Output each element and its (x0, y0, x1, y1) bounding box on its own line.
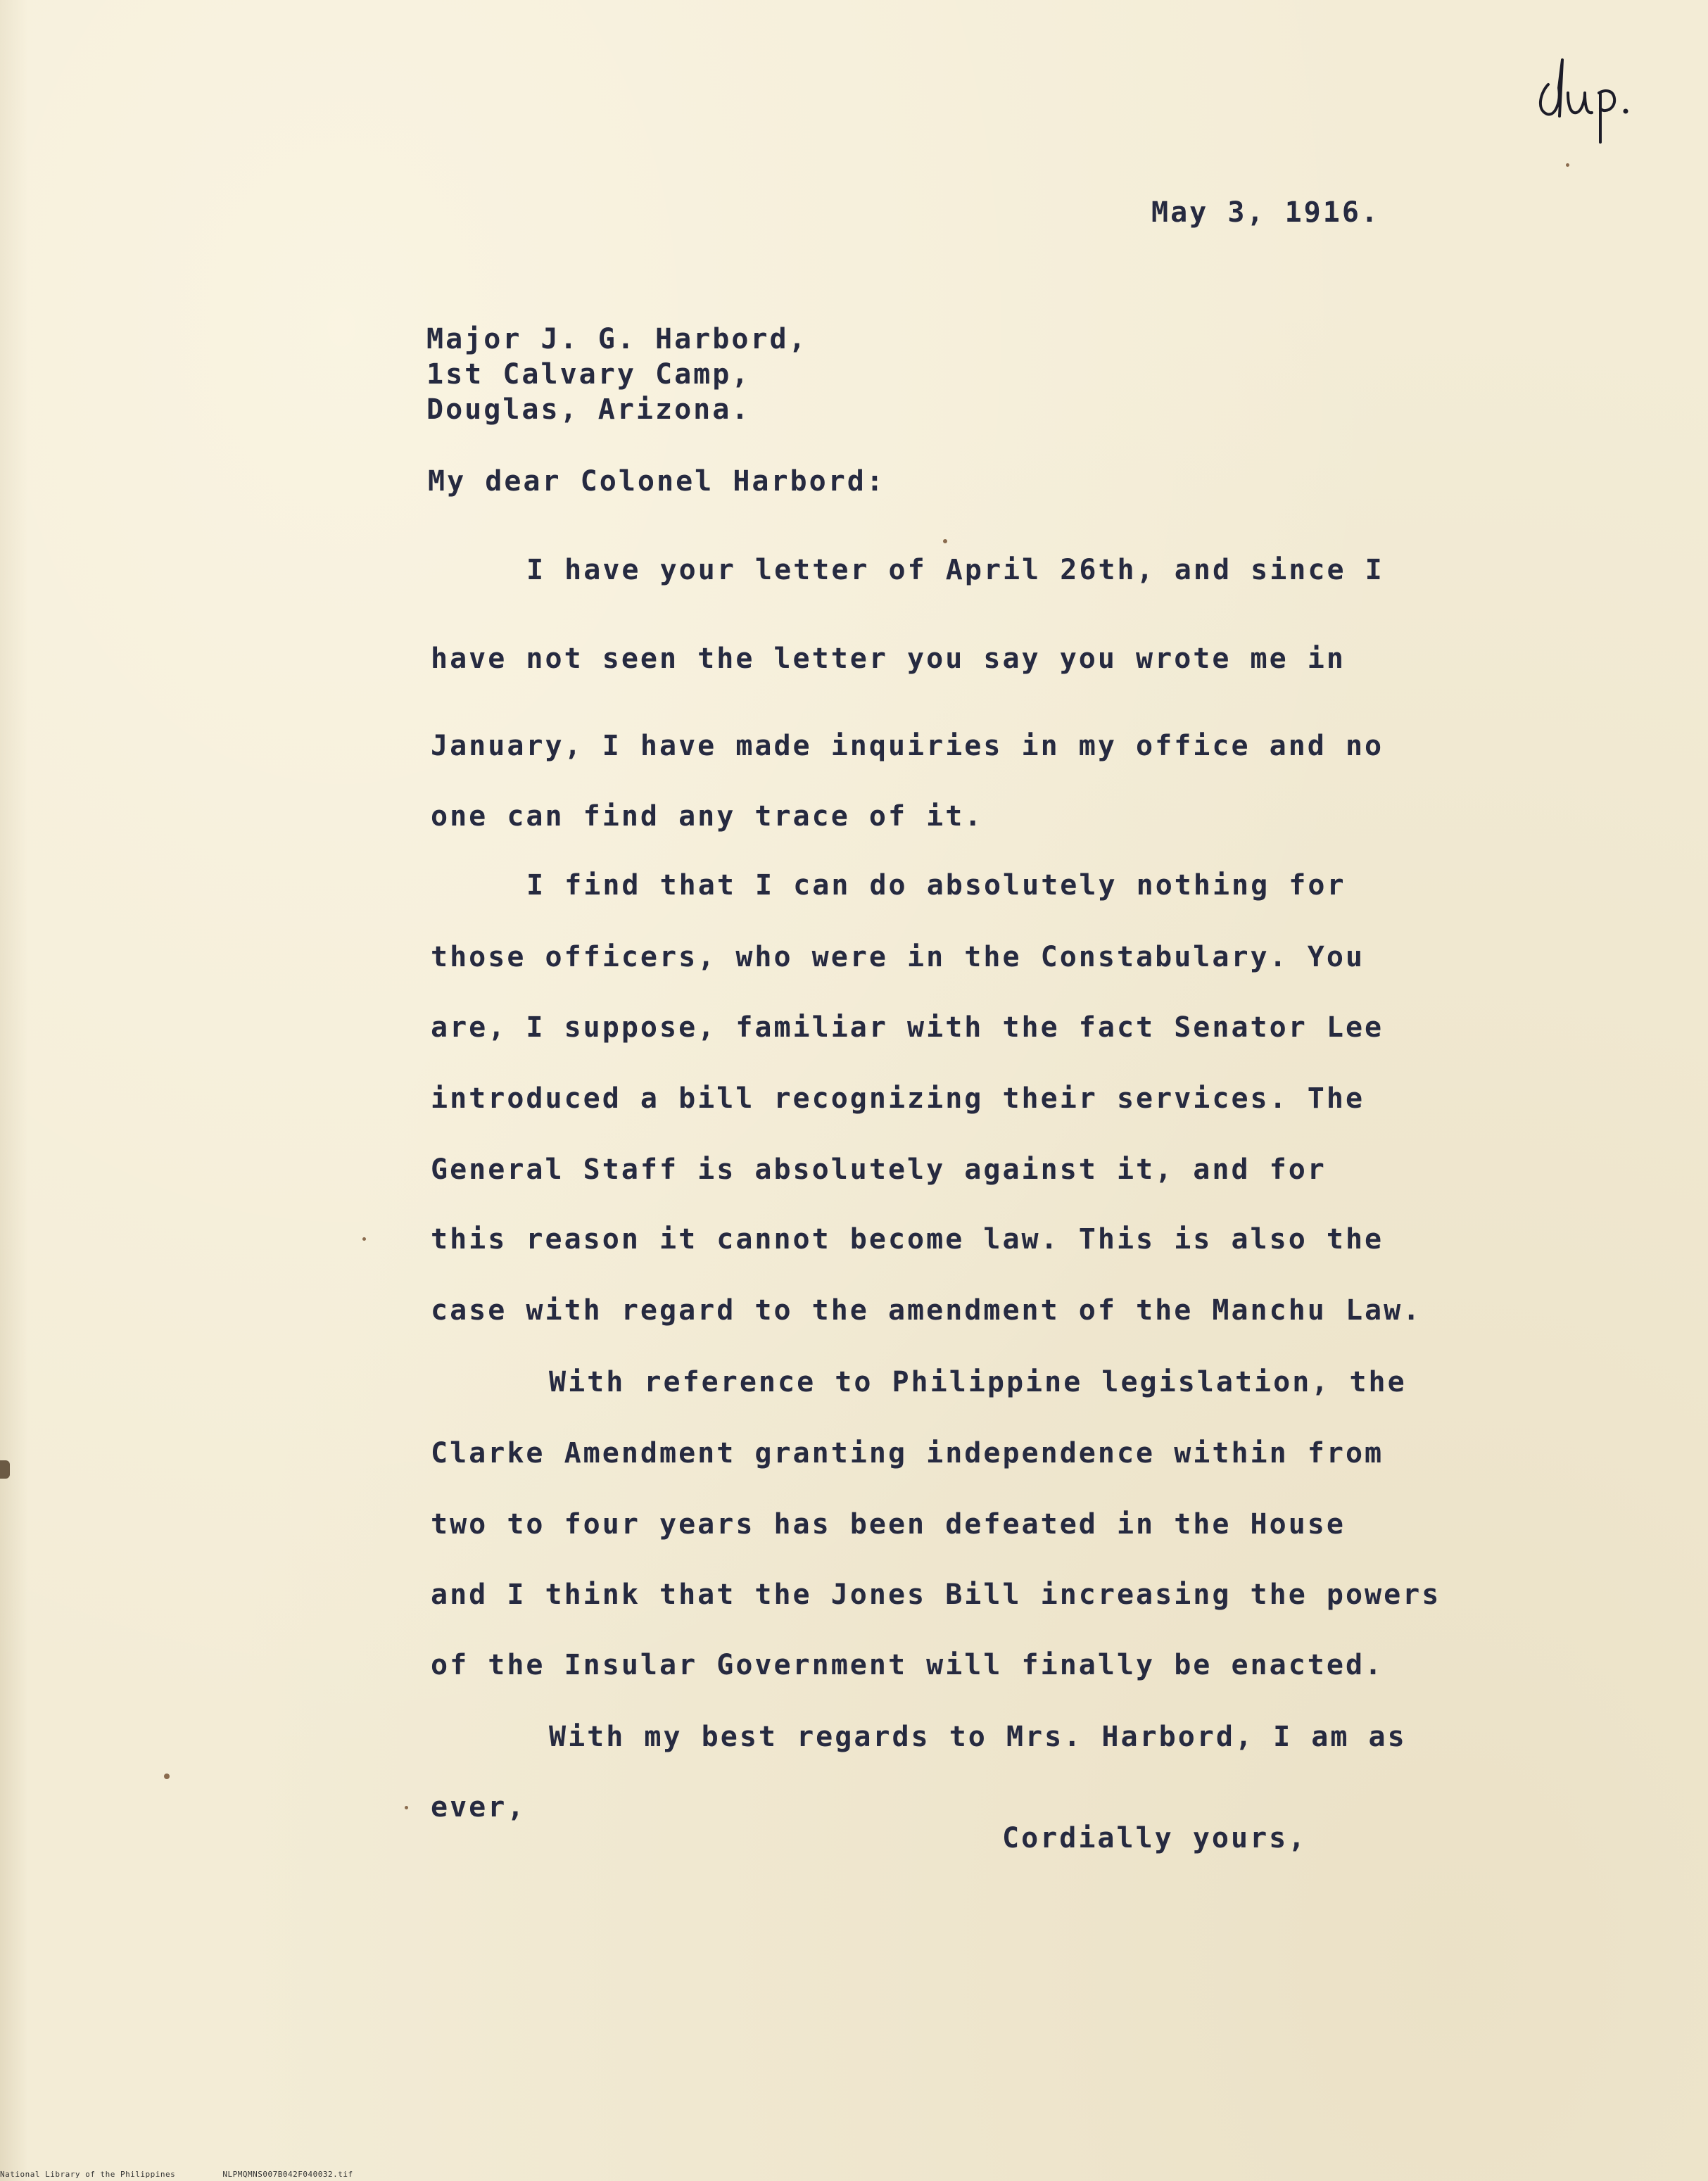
body-line: With reference to Philippine legislation, the (549, 1366, 1407, 1398)
body-line: I have your letter of April 26th, and since I (526, 554, 1384, 586)
body-line: two to four years has been defeated in the House (431, 1508, 1346, 1541)
body-line: case with regard to the amendment of the Manchu Law. (431, 1294, 1422, 1327)
recipient-name: Major J. G. Harbord, (426, 323, 808, 355)
body-line: I find that I can do absolutely nothing for (526, 869, 1346, 902)
paper-speck (164, 1774, 170, 1779)
closing: Cordially yours, (1002, 1822, 1308, 1854)
body-line: Clarke Amendment granting independence within from (431, 1437, 1384, 1469)
paper-speck (1566, 163, 1569, 167)
body-line: With my best regards to Mrs. Harbord, I am as (549, 1721, 1407, 1753)
paper-speck (405, 1806, 408, 1809)
footer-library: National Library of the Philippines (0, 2170, 176, 2179)
body-line: introduced a bill recognizing their services. The (431, 1082, 1365, 1115)
body-line: those officers, who were in the Constabulary. You (431, 941, 1365, 973)
body-line: have not seen the letter you say you wrote me in (431, 643, 1346, 675)
body-line: are, I suppose, familiar with the fact Senator Lee (431, 1011, 1384, 1044)
recipient-address-line: 1st Calvary Camp, (426, 358, 751, 391)
body-line: January, I have made inquiries in my office and no (431, 730, 1384, 762)
paper-speck (943, 539, 947, 543)
body-line: ever, (431, 1791, 526, 1823)
letter-date: May 3, 1916. (1151, 196, 1380, 229)
body-line: of the Insular Government will finally be enacted. (431, 1649, 1384, 1681)
handwritten-annotation (1527, 49, 1640, 148)
body-line: this reason it cannot become law. This is also the (431, 1223, 1384, 1256)
footer-filename: NLPMQMNS007B042F040032.tif (222, 2170, 353, 2179)
paper-speck (362, 1237, 366, 1241)
body-line: one can find any trace of it. (431, 800, 984, 833)
body-line: General Staff is absolutely against it, and for (431, 1153, 1327, 1186)
archive-footer (0, 2170, 396, 2179)
body-line: and I think that the Jones Bill increasing the powers (431, 1579, 1441, 1611)
paper-edge-mark (0, 1460, 10, 1479)
salutation: My dear Colonel Harbord: (428, 465, 885, 498)
recipient-city: Douglas, Arizona. (426, 393, 751, 426)
